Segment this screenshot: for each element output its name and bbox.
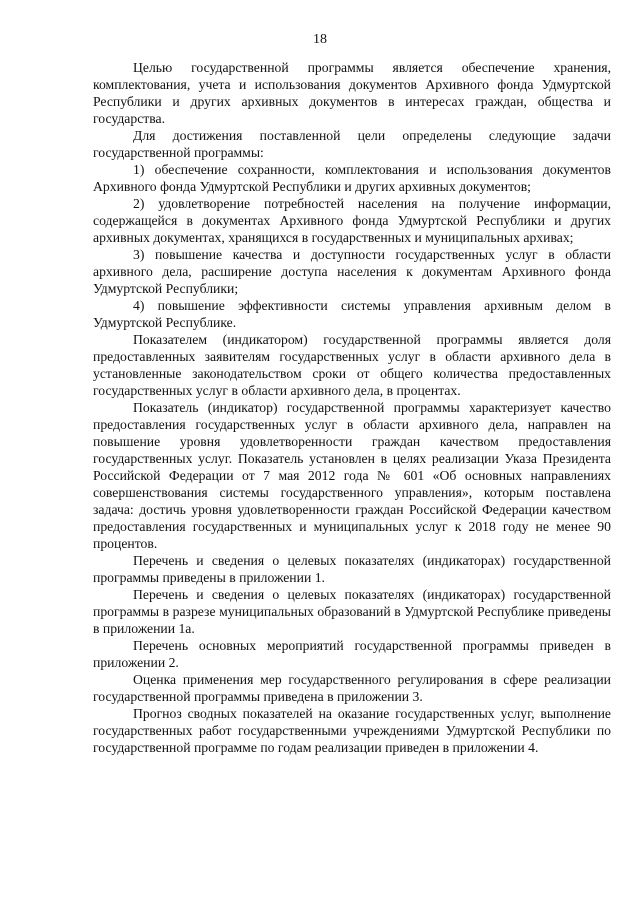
paragraph-task-1: 1) обеспечение сохранности, комплектования и использования документов Архивного фонда Удмуртской Республики и других архивных документов; [93, 162, 611, 194]
paragraph-appendix-1a: Перечень и сведения о целевых показателях (индикаторах) государственной программы в разрезе муниципальных образований в Удмуртской Республике приведены в приложении 1а. [93, 587, 611, 636]
paragraph-indicator-definition: Показателем (индикатором) государственной программы является доля предоставленных заявителям государственных услуг в области архивного дела в установленные законодательством сроки от общего количества предоставленных государственных услуг в области архивного дела, в процентах. [93, 332, 611, 398]
paragraph-task-2: 2) удовлетворение потребностей населения на получение информации, содержащейся в документах Архивного фонда Удмуртской Республики и других архивных документах, хранящихся в государственных и муниципальных архивах; [93, 196, 611, 245]
paragraph-indicator-description: Показатель (индикатор) государственной программы характеризует качество предоставления государственных услуг в области архивного дела, направлен на повышение уровня удовлетворенности граждан качеством предоставления государственных услуг. Показатель установлен в целях реализации Указа Президента Российской Федерации от 7 мая 2012 года № 601 «Об основных направлениях совершенствования системы государственного управления», которым поставлена задача: достичь уровня удовлетворенности граждан Российской Федерации качеством предоставления государственных и муниципальных услуг к 2018 году не менее 90 процентов. [93, 400, 611, 551]
paragraph-appendix-3: Оценка применения мер государственного регулирования в сфере реализации государственной программы приведена в приложении 3. [93, 672, 611, 704]
paragraph-program-goal: Целью государственной программы является обеспечение хранения, комплектования, учета и использования документов Архивного фонда Удмуртской Республики и других архивных документов в интересах граждан, общества и государства. [93, 60, 611, 126]
paragraph-appendix-2: Перечень основных мероприятий государственной программы приведен в приложении 2. [93, 638, 611, 670]
paragraph-task-3: 3) повышение качества и доступности государственных услуг в области архивного дела, расширение доступа населения к документам Архивного фонда Удмуртской Республики; [93, 247, 611, 296]
paragraph-appendix-1: Перечень и сведения о целевых показателях (индикаторах) государственной программы приведены в приложении 1. [93, 553, 611, 585]
document-body [93, 59, 611, 756]
paragraph-appendix-4: Прогноз сводных показателей на оказание государственных услуг, выполнение государственных работ государственными учреждениями Удмуртской Республики по государственной программе по годам реализации приведен в приложении 4. [93, 706, 611, 755]
paragraph-tasks-intro: Для достижения поставленной цели определены следующие задачи государственной программы: [93, 128, 611, 160]
page-number: 18 [313, 32, 327, 47]
paragraph-task-4: 4) повышение эффективности системы управления архивным делом в Удмуртской Республике. [93, 298, 611, 330]
